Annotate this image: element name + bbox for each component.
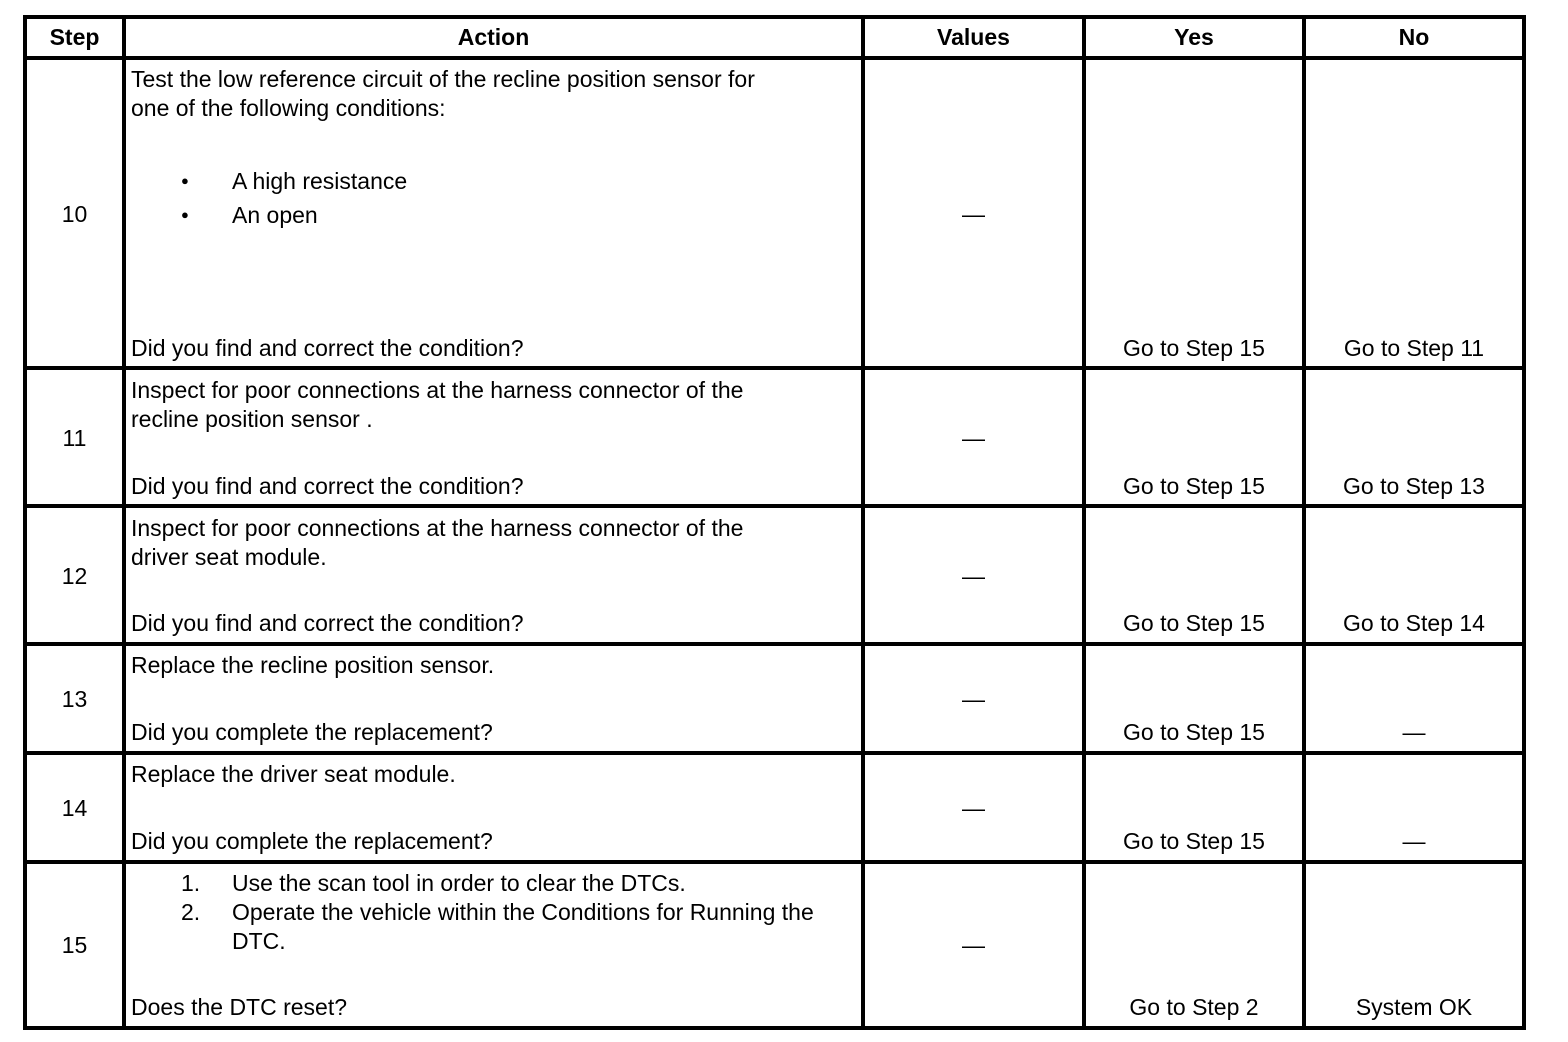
question-text: Did you find and correct the condition? [131,473,524,499]
action-line: Replace the recline position sensor. [131,652,495,678]
yes-link: Go to Step 15 [1123,335,1265,361]
column-divider [1082,15,1086,1030]
no-link: Go to Step 14 [1343,610,1485,636]
action-line: driver seat module. [131,544,327,570]
values-cell: — [962,795,985,821]
row-divider [23,56,1526,60]
question-text: Did you complete the replacement? [131,828,493,854]
list-item: ● An open [131,198,407,232]
action-line: Inspect for poor connections at the harness connector of the [131,377,744,403]
table-border-top [23,15,1526,19]
header-yes: Yes [1174,24,1214,50]
action-line: Replace the driver seat module. [131,761,456,787]
column-divider [861,15,865,1030]
no-link: Go to Step 11 [1343,335,1485,361]
header-no: No [1398,24,1430,50]
question-text: Did you find and correct the condition? [131,610,524,636]
values-cell: — [962,563,985,589]
action-text [131,651,494,680]
no-cell: — [1402,828,1426,854]
action-text [131,760,456,789]
action-line: one of the following conditions: [131,95,446,121]
action-text [131,376,743,434]
action-line: Test the low reference circuit of the recline position sensor for [131,66,755,92]
step-number: 12 [61,563,88,589]
row-divider [23,504,1526,508]
step-number: 10 [61,201,88,227]
action-text [131,65,755,123]
no-cell: System OK [1355,994,1473,1020]
values-cell: — [962,932,985,958]
procedure-list [131,869,841,956]
question-text: Did you complete the replacement? [131,719,493,745]
values-cell: — [962,686,985,712]
values-cell: — [962,425,985,451]
no-cell: — [1402,719,1426,745]
step-number: 15 [61,932,88,958]
step-number: 14 [61,795,88,821]
row-divider [23,751,1526,755]
values-cell: — [962,201,985,227]
yes-link: Go to Step 15 [1123,719,1265,745]
list-text: Use the scan tool in order to clear the DTCs. [232,870,686,896]
list-number: 2. [181,899,201,925]
table-border-left [23,15,27,1030]
yes-link: Go to Step 2 [1129,994,1259,1020]
yes-link: Go to Step 15 [1123,610,1265,636]
column-divider [1302,15,1306,1030]
no-link: Go to Step 13 [1343,473,1485,499]
step-number: 11 [62,425,87,451]
list-item [131,869,841,898]
header-action: Action [457,24,530,50]
header-step: Step [49,24,100,50]
diagnostic-table [23,15,1526,1030]
row-divider [23,860,1526,864]
yes-link: Go to Step 15 [1123,473,1265,499]
table-border-bottom [23,1026,1526,1030]
row-divider [23,642,1526,646]
list-number: 1. [181,870,201,896]
header-values: Values [937,24,1010,50]
list-item [131,898,832,956]
list-item: ● A high resistance [131,164,407,198]
action-line: recline position sensor . [131,406,373,432]
action-text [131,514,743,572]
row-divider [23,366,1526,370]
condition-list [131,164,407,232]
step-number: 13 [61,686,88,712]
column-divider [122,15,126,1030]
action-line: Inspect for poor connections at the harness connector of the [131,515,744,541]
question-text: Did you find and correct the condition? [131,335,524,361]
table-border-right [1522,15,1526,1030]
yes-link: Go to Step 15 [1123,828,1265,854]
list-text: Operate the vehicle within the Conditions for Running the DTC. [232,899,814,954]
question-text: Does the DTC reset? [131,994,348,1020]
